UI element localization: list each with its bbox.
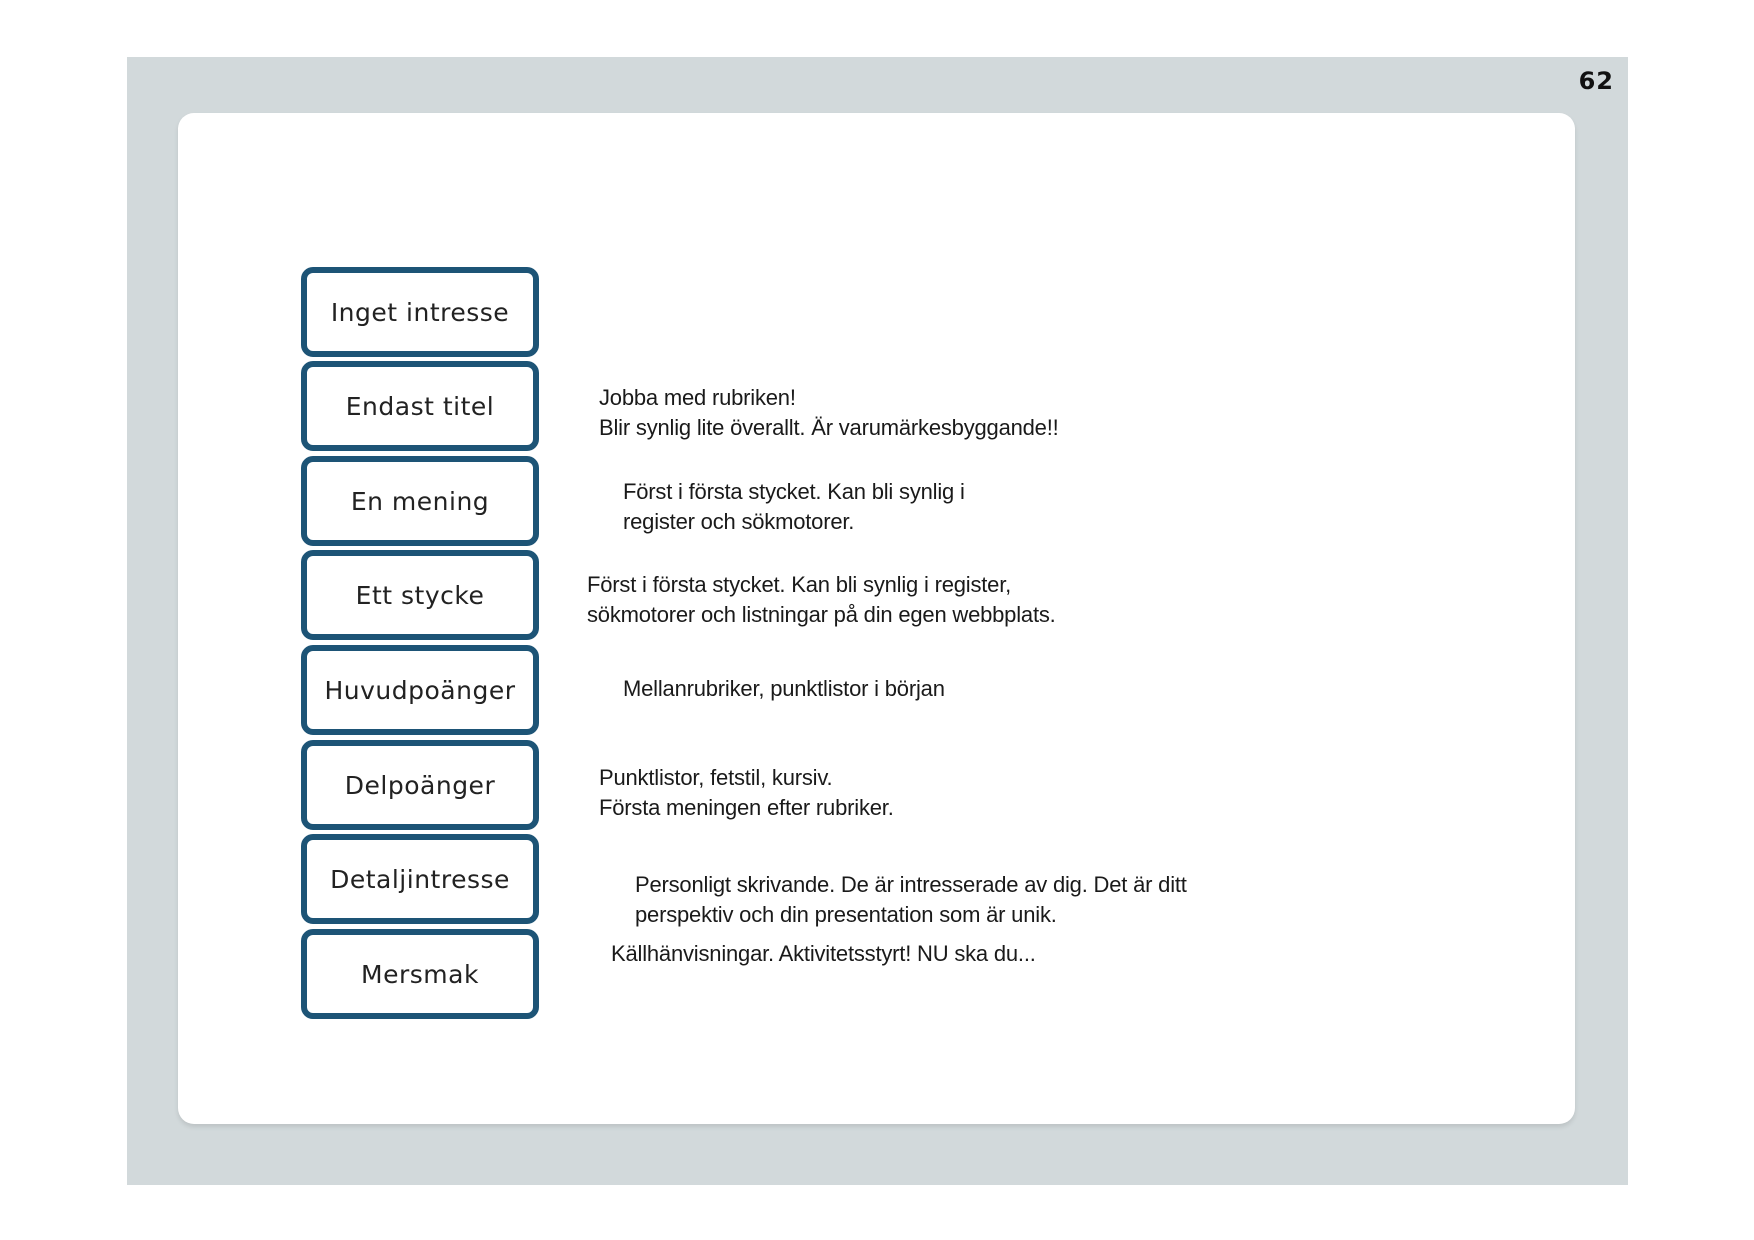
note-line: Mellanrubriker, punktlistor i början: [623, 676, 945, 701]
note-en-mening: [623, 477, 965, 537]
note-delpoanger: [599, 763, 894, 823]
note-endast-titel: [599, 383, 1059, 443]
slide-frame: [127, 57, 1628, 1185]
note-line: Första meningen efter rubriker.: [599, 795, 894, 820]
note-mersmak: [611, 939, 1036, 969]
level-box-mersmak: Mersmak: [301, 929, 539, 1019]
level-box-ett-stycke: Ett stycke: [301, 550, 539, 640]
note-line: Punktlistor, fetstil, kursiv.: [599, 765, 833, 790]
level-box-inget-intresse: Inget intresse: [301, 267, 539, 357]
level-box-delpoanger: Delpoänger: [301, 740, 539, 830]
note-huvudpoanger: [623, 674, 945, 704]
note-line: perspektiv och din presentation som är unik.: [635, 902, 1057, 927]
note-line: Först i första stycket. Kan bli synlig i register,: [587, 572, 1012, 597]
level-box-endast-titel: Endast titel: [301, 361, 539, 451]
level-box-detaljintresse: Detaljintresse: [301, 834, 539, 924]
note-line: Blir synlig lite överallt. Är varumärkesbyggande!!: [599, 415, 1059, 440]
page-number: 62: [1578, 67, 1614, 95]
note-line: register och sökmotorer.: [623, 509, 855, 534]
note-detaljintresse: [635, 870, 1187, 930]
note-ett-stycke: [587, 570, 1056, 630]
note-line: Personligt skrivande. De är intresserade av dig. Det är ditt: [635, 872, 1187, 897]
note-line: Jobba med rubriken!: [599, 385, 796, 410]
level-box-en-mening: En mening: [301, 456, 539, 546]
note-line: Först i första stycket. Kan bli synlig i: [623, 479, 965, 504]
note-line: sökmotorer och listningar på din egen webbplats.: [587, 602, 1056, 627]
note-line: Källhänvisningar. Aktivitetsstyrt! NU ska du...: [611, 941, 1036, 966]
slide-card: [178, 113, 1575, 1124]
level-box-huvudpoanger: Huvudpoänger: [301, 645, 539, 735]
